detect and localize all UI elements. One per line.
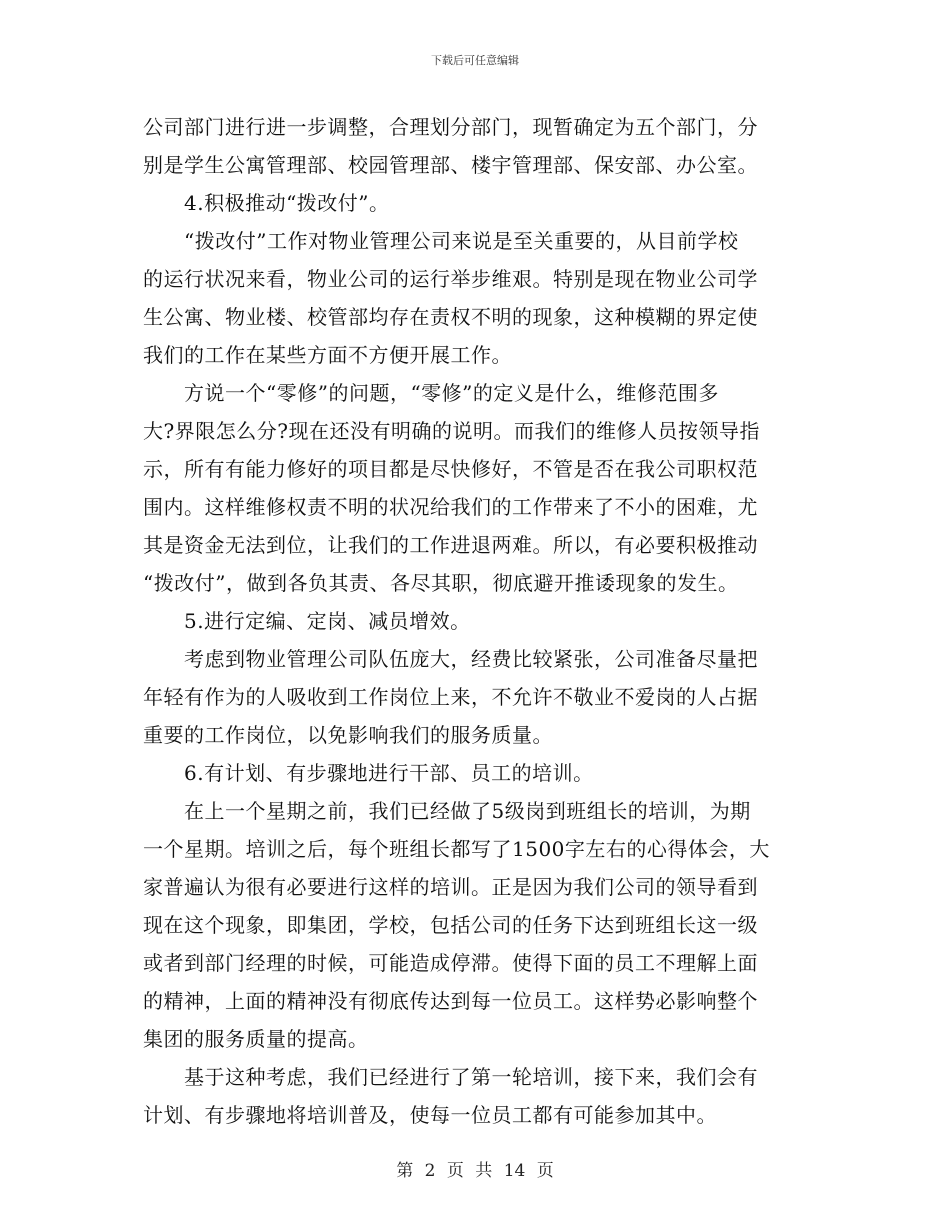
text-line: 的运行状况来看，物业公司的运行举步维艰。特别是现在物业公司学 (143, 267, 758, 291)
text-line: 年轻有作为的人吸收到工作岗位上来，不允许不敬业不爱岗的人占据 (143, 685, 758, 709)
page-header: 下载后可任意编辑 (431, 54, 519, 67)
section-heading: 6.有计划、有步骤地进行干部、员工的培训。 (143, 761, 594, 785)
text-line: 别是学生公寓管理部、校园管理部、楼宇管理部、保安部、办公室。 (143, 153, 758, 177)
text-line: 围内。这样维修权责不明的状况给我们的工作带来了不小的困难，尤 (143, 495, 758, 519)
section-heading: 4.积极推动“拨改付”。 (143, 191, 390, 215)
text-line: 我们的工作在某些方面不方便开展工作。 (143, 343, 512, 367)
page-footer: 第 2 页 共 14 页 (396, 1161, 554, 1181)
text-line: 大?界限怎么分?现在还没有明确的说明。而我们的维修人员按领导指 (143, 419, 760, 443)
text-line: 生公寓、物业楼、校管部均存在责权不明的现象，这种模糊的界定使 (143, 305, 758, 329)
section-heading: 5.进行定编、定岗、减员增效。 (143, 609, 471, 633)
text-line: 重要的工作岗位，以免影响我们的服务质量。 (143, 723, 553, 747)
text-line: 方说一个“零修”的问题，“零修”的定义是什么，维修范围多 (143, 381, 719, 405)
text-line: 其是资金无法到位，让我们的工作进退两难。所以，有必要积极推动 (143, 533, 758, 557)
text-line: 考虑到物业管理公司队伍庞大，经费比较紧张，公司准备尽量把 (143, 647, 758, 671)
text-line: 或者到部门经理的时候，可能造成停滞。使得下面的员工不理解上面 (143, 951, 758, 975)
text-line: 家普遍认为很有必要进行这样的培训。正是因为我们公司的领导看到 (143, 875, 758, 899)
text-line: 一个星期。培训之后，每个班组长都写了1500字左右的心得体会，大 (143, 837, 770, 861)
text-line: 示，所有有能力修好的项目都是尽快修好，不管是否在我公司职权范 (143, 457, 758, 481)
text-line: “拨改付”工作对物业管理公司来说是至关重要的，从目前学校 (143, 229, 739, 253)
text-line: 基于这种考虑，我们已经进行了第一轮培训，接下来，我们会有 (143, 1065, 758, 1089)
text-line: “拨改付”，做到各负其责、各尽其职，彻底避开推诿现象的发生。 (143, 571, 739, 595)
text-line: 的精神，上面的精神没有彻底传达到每一位员工。这样势必影响整个 (143, 989, 758, 1013)
text-line: 公司部门进行进一步调整，合理划分部门，现暂确定为五个部门，分 (143, 115, 758, 139)
text-line: 计划、有步骤地将培训普及，使每一位员工都有可能参加其中。 (143, 1103, 717, 1127)
text-line: 在上一个星期之前，我们已经做了5级岗到班组长的培训，为期 (143, 799, 751, 823)
text-line: 集团的服务质量的提高。 (143, 1027, 369, 1051)
text-line: 现在这个现象，即集团，学校，包括公司的任务下达到班组长这一级 (143, 913, 758, 937)
document-body (143, 108, 811, 1134)
